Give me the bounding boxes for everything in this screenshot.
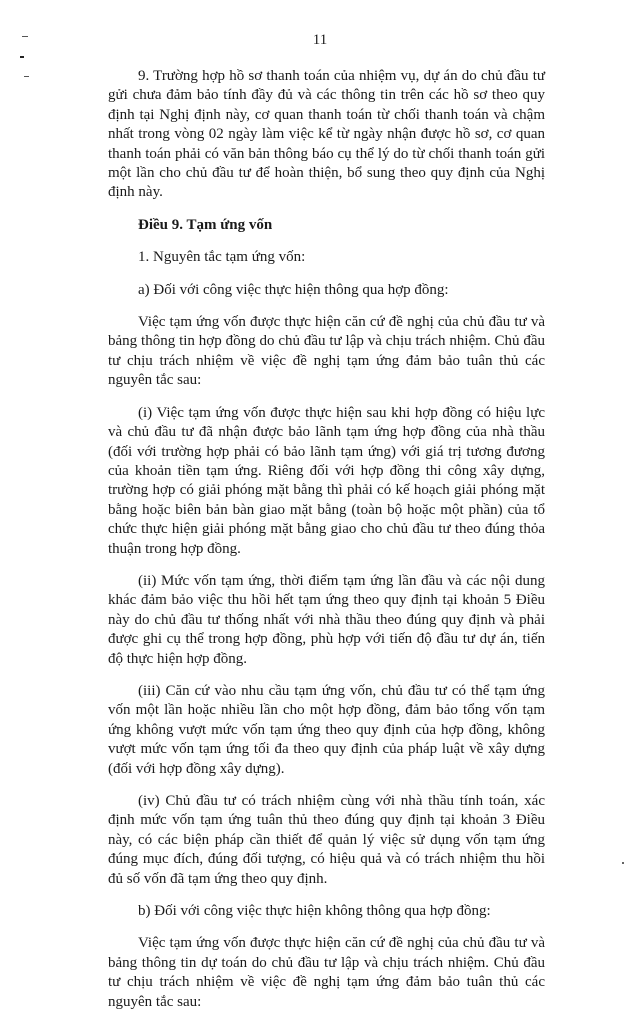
article-heading: Điều 9. Tạm ứng vốn [138, 216, 273, 233]
paragraph-contract-works: a) Đối với công việc thực hiện thông qua hợp đồng: [138, 281, 449, 298]
document-body [108, 67, 545, 1012]
scan-mark [24, 76, 29, 77]
paragraph-non-contract-basis: Việc tạm ứng vốn được thực hiện căn cứ đề nghị của chủ đầu tư và bảng thông tin dự toán do chủ đầu tư lập và chịu trách nhiệm. Chủ đầu tư chịu trách nhiệm về việc đề nghị tạm ứng đảm bảo tuân thủ các nguyên tắc sau: [108, 935, 545, 1010]
scan-dot [622, 862, 624, 864]
paragraph-item-i: (i) Việc tạm ứng vốn được thực hiện sau khi hợp đồng có hiệu lực và chủ đầu tư đã nhận được bảo lãnh tạm ứng hợp đồng của nhà thầu (đối với trường hợp phải có bảo lãnh tạm ứng) với giá trị tương đương của khoản tiền tạm ứng. Riêng đối với hợp đồng thi công xây dựng, trường hợp có giải phóng mặt bằng thì phải có kế hoạch giải phóng mặt bằng hoặc biên bản bàn giao mặt bằng (toàn bộ hoặc một phần) của tổ chức thực hiện giải phóng mặt bằng giao cho chủ đầu tư theo đúng thỏa thuận trong hợp đồng. [108, 404, 545, 557]
paragraph-item-iv: (iv) Chủ đầu tư có trách nhiệm cùng với nhà thầu tính toán, xác định mức vốn tạm ứng tuân thủ theo đúng quy định tại khoản 3 Điều này, có các biện pháp cần thiết để quản lý việc sử dụng vốn tạm ứng đúng mục đích, đúng đối tượng, có hiệu quả và có trách nhiệm thu hồi đủ số vốn đã tạm ứng theo quy định. [108, 793, 545, 887]
paragraph-contract-basis: Việc tạm ứng vốn được thực hiện căn cứ đề nghị của chủ đầu tư và bảng thông tin hợp đồng do chủ đầu tư lập và chịu trách nhiệm. Chủ đầu tư chịu trách nhiệm về việc đề nghị tạm ứng đảm bảo tuân thủ các nguyên tắc sau: [108, 314, 545, 389]
paragraph-non-contract-works: b) Đối với công việc thực hiện không thông qua hợp đồng: [138, 903, 491, 920]
paragraph-item-ii: (ii) Mức vốn tạm ứng, thời điểm tạm ứng lần đầu và các nội dung khác đảm bảo việc thu hồi hết tạm ứng theo quy định tại khoản 5 Điều này do chủ đầu tư thống nhất với nhà thầu theo đúng quy định và phải được ghi cụ thể trong hợp đồng, phù hợp với tiến độ đầu tư dự án, tiến độ thực hiện hợp đồng. [108, 572, 545, 667]
paragraph-item-iii: (iii) Căn cứ vào nhu cầu tạm ứng vốn, chủ đầu tư có thể tạm ứng vốn một lần hoặc nhiều lần cho một hợp đồng, đảm bảo tổng vốn tạm ứng không vượt mức vốn tạm ứng theo quy định của hợp đồng, không vượt mức vốn tạm ứng tối đa theo quy định của pháp luật về xây dựng (đối với hợp đồng xây dựng). [108, 682, 545, 777]
paragraph-principles: 1. Nguyên tắc tạm ứng vốn: [138, 249, 306, 266]
page-number: 11 [312, 32, 328, 48]
paragraph-clause-9: 9. Trường hợp hồ sơ thanh toán của nhiệm vụ, dự án do chủ đầu tư gửi chưa đảm bảo tính đầy đủ và các thông tin trên các hồ sơ theo quy định tại Nghị định này, cơ quan thanh toán từ chối thanh toán và chậm nhất trong vòng 02 ngày làm việc kể từ ngày nhận được hồ sơ, cơ quan thanh toán phải có văn bản thông báo cụ thể lý do từ chối thanh toán gửi một lần cho chủ đầu tư để hoàn thiện, bổ sung theo quy định của Nghị định này. [108, 68, 545, 201]
scan-mark [20, 56, 24, 58]
